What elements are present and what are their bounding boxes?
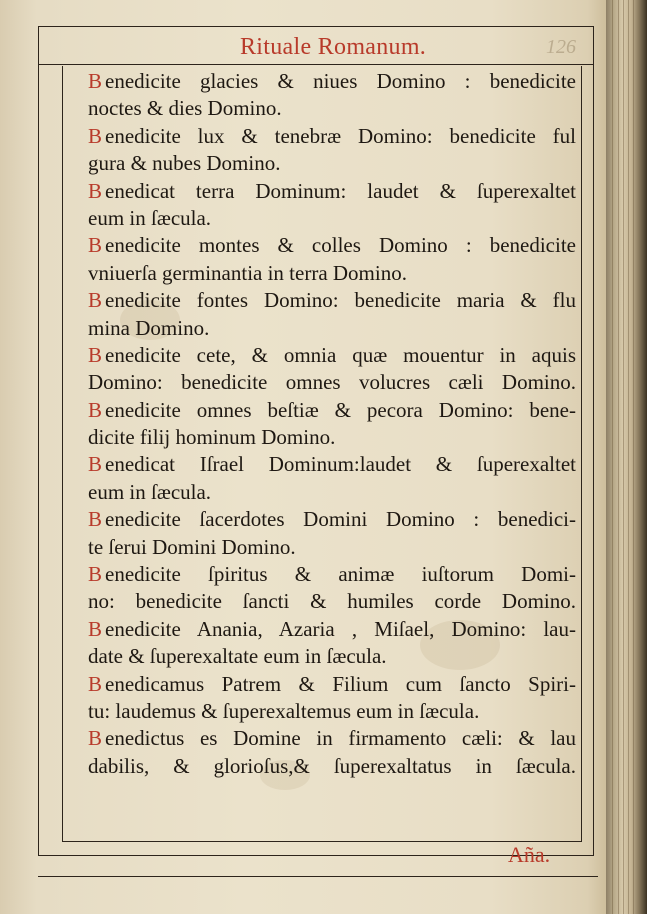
verse [88, 561, 578, 616]
verse-text: enedicamus Patrem & Filium cum ſancto Spiri- [105, 671, 576, 696]
rubric-initial: B [88, 452, 103, 477]
verse-line: Domino: benedicite omnes volucres cæli Domino. [88, 370, 576, 395]
verse [88, 671, 578, 726]
verse-text: enedicite lux & tenebræ Domino: benedicite ful [105, 123, 576, 148]
verse [88, 232, 578, 287]
rubric-initial: B [88, 616, 103, 641]
rubric-initial: B [88, 507, 103, 532]
verse-line [88, 178, 576, 205]
verse-line: dicite filij hominum Domino. [88, 425, 336, 450]
verse-line [88, 232, 576, 259]
verse-line: gura & nubes Domino. [88, 151, 281, 176]
verse-line: eum in ſæcula. [88, 205, 212, 230]
edge-line [612, 0, 613, 914]
verse-line [88, 342, 576, 369]
running-head: Rituale Romanum. [240, 34, 427, 60]
rubric-initial: B [88, 123, 103, 148]
verse [88, 342, 578, 397]
rubric-initial: B [88, 562, 103, 587]
page-number: 126 [546, 36, 576, 58]
verse-line: te ſerui Domini Domino. [88, 534, 296, 559]
verse-text: enedicite Anania, Azaria , Miſael, Domino: lau- [105, 616, 576, 641]
verse-line: vniuerſa germinantia in terra Domino. [88, 260, 407, 285]
verse-line [88, 68, 576, 95]
footer-rule [38, 876, 598, 877]
rubric-initial: B [88, 342, 103, 367]
verse-text: enedicat terra Dominum: laudet & ſuperexaltet [105, 178, 576, 203]
verse [88, 451, 578, 506]
verse-line: dabilis, & glorioſus,& ſuperexaltatus in ſæcula. [88, 753, 576, 778]
verse-text: enedicat Iſrael Dominum:laudet & ſuperexaltet [105, 452, 576, 477]
verse [88, 123, 578, 178]
edge-line [618, 0, 619, 914]
catchword: Aña. [508, 842, 551, 867]
rubric-initial: B [88, 671, 103, 696]
edge-line [623, 0, 624, 914]
verse [88, 178, 578, 233]
verse [88, 287, 578, 342]
verse-line [88, 397, 576, 424]
verse-line [88, 506, 576, 533]
verse-text: enedicite fontes Domino: benedicite maria & flu [105, 288, 576, 313]
rubric-initial: B [88, 233, 103, 258]
verse-line: noctes & dies Domino. [88, 96, 282, 121]
edge-line [633, 0, 634, 914]
rubric-initial: B [88, 178, 103, 203]
verse-line: tu: laudemus & ſuperexaltemus eum in ſæcula. [88, 698, 480, 723]
verse [88, 397, 578, 452]
verse [88, 68, 578, 123]
rubric-initial: B [88, 397, 103, 422]
verse-text: enedictus es Domine in firmamento cæli: & lau [105, 726, 576, 751]
verse-text: enedicite omnes beſtiæ & pecora Domino: bene- [105, 397, 576, 422]
rubric-initial: B [88, 288, 103, 313]
verse-line: eum in ſæcula. [88, 479, 212, 504]
verse [88, 506, 578, 561]
canticle-text [88, 68, 578, 780]
verse-line [88, 671, 576, 698]
header-rule [38, 64, 594, 65]
verse-text: enedicite cete, & omnia quæ mouentur in aquis [105, 342, 576, 367]
verse-line [88, 725, 576, 752]
verse-line [88, 123, 576, 150]
edge-line [628, 0, 629, 914]
verse-line [88, 616, 576, 643]
verse-line [88, 451, 576, 478]
rubric-initial: B [88, 69, 103, 93]
verse-line: date & ſuperexaltate eum in ſæcula. [88, 644, 387, 669]
verse-line: no: benedicite ſancti & humiles corde Domino. [88, 589, 576, 614]
verse-line: mina Domino. [88, 315, 210, 340]
verse [88, 725, 578, 780]
verse-text: enedicite ſpiritus & animæ iuſtorum Domi- [105, 562, 576, 587]
page-edge-stack [606, 0, 647, 914]
verse-line [88, 561, 576, 588]
verse-text: enedicite ſacerdotes Domini Domino : benedici- [105, 507, 576, 532]
rubric-initial: B [88, 726, 103, 751]
verse-text: enedicite montes & colles Domino : benedicite [105, 233, 576, 258]
verse-line [88, 287, 576, 314]
verse-text: enedicite glacies & niues Domino : benedicite [105, 69, 576, 93]
verse [88, 616, 578, 671]
